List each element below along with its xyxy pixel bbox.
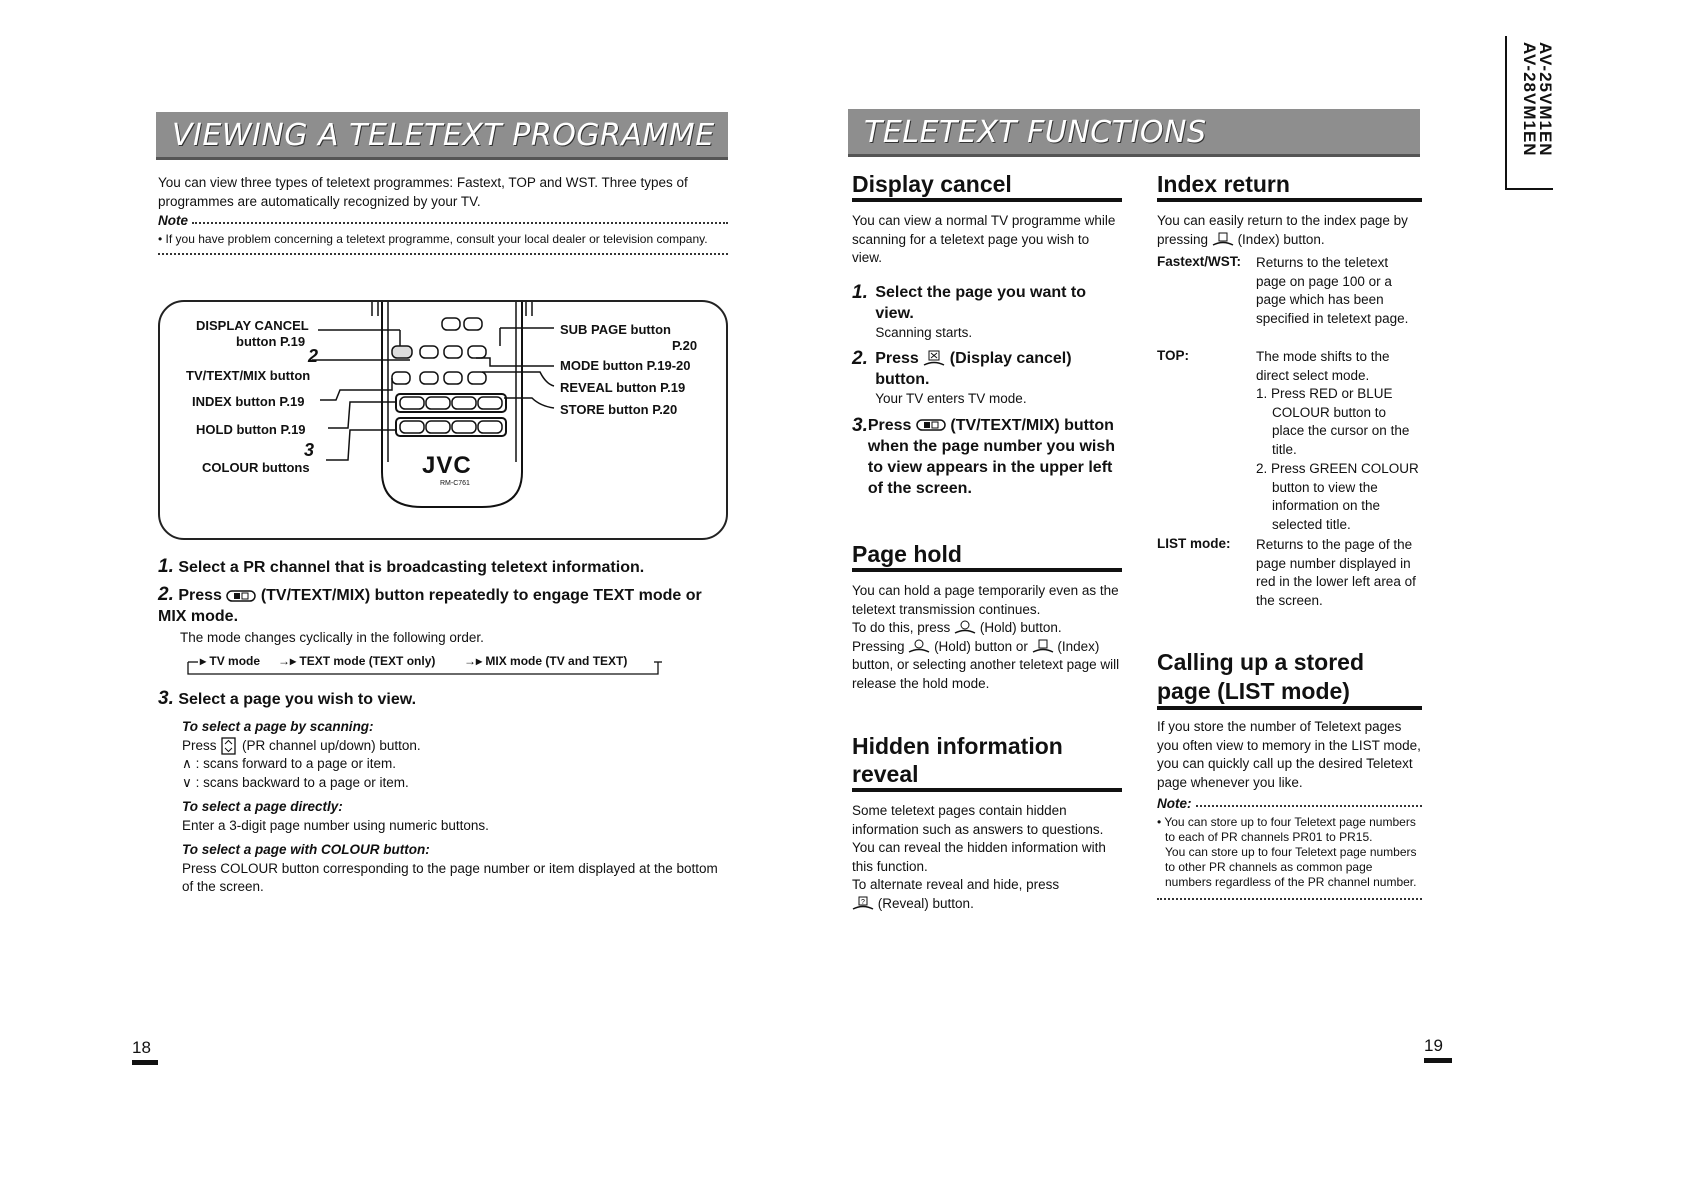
display-cancel-text: You can view a normal TV programme while scanning for a teletext page you wish to view. [852, 213, 1116, 265]
step-2-text-a: Press [178, 587, 222, 604]
hidden-reveal-section [852, 732, 1122, 913]
jvc-logo: JVC [422, 452, 472, 479]
model-numbers: AV-25VM1EN AV-28VM1EN [1520, 42, 1555, 157]
right-banner: TELETEXT FUNCTIONS [848, 109, 1420, 157]
index-return-text: You can easily return to the index page by pressing (Index) button. [1157, 213, 1408, 247]
calling-note-1: • You can store up to four Teletext page numbers to each of PR channels PR01 to PR15. [1157, 815, 1416, 844]
label-colour: COLOUR buttons [202, 460, 310, 475]
step-2-number: 2. [158, 584, 174, 605]
svg-text:?: ? [861, 898, 865, 906]
index-return-heading: Index return [1157, 170, 1422, 202]
direct-heading: To select a page directly: [182, 799, 343, 814]
label-subpage: SUB PAGE button [560, 322, 671, 337]
page-hold-heading: Page hold [852, 540, 1122, 572]
calling-note-label: Note: [1157, 796, 1192, 811]
note-block [158, 213, 728, 255]
step-2-sub: The mode changes cyclically in the following order. [180, 630, 484, 645]
top-term: TOP: [1157, 348, 1190, 363]
select-methods [182, 718, 732, 897]
scan-up: ∧ : scans forward to a page or item. [182, 756, 396, 771]
hidden-reveal-heading: Hidden information reveal [852, 732, 1122, 792]
calling-section [1157, 648, 1422, 900]
hold-icon [954, 620, 976, 636]
cycle-text: →▸ TEXT mode (TEXT only) [278, 653, 436, 668]
label-step-2: 2 [308, 346, 319, 366]
page-hold-section [852, 540, 1122, 693]
remote-diagram [158, 300, 728, 540]
step-1-number: 1. [158, 556, 174, 577]
top-step-2: 2. Press GREEN COLOUR button to view the information on the selected title. [1256, 461, 1419, 532]
step-3-number: 3. [158, 688, 174, 709]
calling-heading: Calling up a stored page (LIST mode) [1157, 648, 1422, 710]
step-1 [158, 556, 733, 578]
scan-heading: To select a page by scanning: [182, 719, 374, 734]
pr-updown-icon [220, 737, 238, 755]
scan-text: Press (PR channel up/down) button. [182, 737, 732, 756]
label-hold: HOLD button P.19 [196, 422, 306, 437]
calling-text: If you store the number of Teletext pages you often view to memory in the LIST mode, you can quickly call up the desired Teletext page whenever you like. [1157, 719, 1421, 790]
dc-step-3: 3. Press (TV/TEXT/MIX) button when the page number you wish to view appears in the upper left of the screen. [852, 414, 1115, 497]
dc-step-2: 2. Press (Display cancel) button. Your TV enters TV mode. [852, 348, 1072, 406]
index-icon-2 [1212, 232, 1234, 248]
step-2-text-b: (TV/TEXT/MIX) button repeatedly to engage TEXT mode or MIX mode. [158, 587, 702, 625]
label-subpage-ref: P.20 [672, 338, 698, 353]
step-1-text: Select a PR channel that is broadcasting teletext information. [178, 559, 645, 576]
hidden-reveal-text: Some teletext pages contain hidden information such as answers to questions. You can reveal the hidden information with this function. To alternate reveal and hide, press ? (Reveal) button. [852, 803, 1106, 911]
mode-cycle [186, 654, 666, 676]
hold-icon-2 [908, 639, 930, 655]
remote-model: RM-C761 [440, 480, 470, 487]
step-3-text: Select a page you wish to view. [178, 691, 417, 708]
index-return-section [1157, 170, 1422, 249]
display-cancel-section [852, 170, 1122, 499]
step-2 [158, 584, 733, 676]
colour-heading: To select a page with COLOUR button: [182, 842, 430, 857]
label-tvtextmix: TV/TEXT/MIX button [186, 368, 311, 383]
tvtextmix-icon [226, 588, 256, 604]
model-tab [1505, 36, 1553, 190]
index-icon [1032, 639, 1054, 655]
label-index: INDEX button P.19 [192, 394, 305, 409]
reveal-icon [852, 896, 874, 912]
step-3 [158, 688, 733, 710]
page-number-right: 19 [1424, 1036, 1452, 1063]
list-term: LIST mode: [1157, 536, 1231, 551]
display-cancel-heading: Display cancel [852, 170, 1122, 202]
page-hold-text: You can hold a page temporarily even as the teletext transmission continues. To do this, press (Hold) button. Pressing (Hold) button or (Index) button, or selecting another teletext page will release the hold mode. [852, 583, 1120, 691]
cycle-tv: ▸ TV mode [200, 653, 261, 668]
calling-note-2: You can store up to four Teletext page numbers to other PR channels as common page numbers regardless of the PR channel number. [1165, 845, 1417, 889]
label-reveal: REVEAL button P.19 [560, 380, 686, 395]
label-store: STORE button P.20 [560, 402, 678, 417]
display-cancel-icon [923, 350, 945, 368]
label-mode: MODE button P.19-20 [560, 358, 691, 373]
dc-step-1: 1. Select the page you want to view. Scanning starts. [852, 281, 1087, 340]
top-def: The mode shifts to the direct select mode. [1256, 349, 1390, 383]
label-display-cancel: DISPLAY CANCEL [196, 318, 309, 333]
direct-text: Enter a 3-digit page number using numeric buttons. [182, 817, 489, 833]
label-display-cancel-ref: button P.19 [236, 334, 306, 349]
fastext-term: Fastext/WST: [1157, 254, 1242, 269]
top-step-1: 1. Press RED or BLUE COLOUR button to place the cursor on the title. [1256, 386, 1410, 457]
page-number-left: 18 [132, 1038, 158, 1065]
tvtextmix-icon-2 [916, 417, 946, 433]
cycle-mix: →▸ MIX mode (TV and TEXT) [464, 653, 628, 668]
left-banner: VIEWING A TELETEXT PROGRAMME [156, 112, 728, 160]
label-step-3: 3 [304, 440, 315, 460]
list-def: Returns to the page of the page number displayed in red in the lower left area of the screen. [1256, 537, 1416, 608]
note-label: Note [158, 213, 188, 228]
fastext-def: Returns to the teletext page on page 100 or a page which has been specified in teletext page. [1256, 255, 1409, 326]
colour-text: Press COLOUR button corresponding to the page number or item displayed at the bottom of the screen. [182, 860, 718, 894]
note-text: • If you have problem concerning a teletext programme, consult your local dealer or television company. [158, 232, 708, 246]
scan-down: ∨ : scans backward to a page or item. [182, 774, 409, 790]
intro-text: You can view three types of teletext programmes: Fastext, TOP and WST. Three types of programmes are automatically recognized by your TV. [158, 175, 688, 209]
